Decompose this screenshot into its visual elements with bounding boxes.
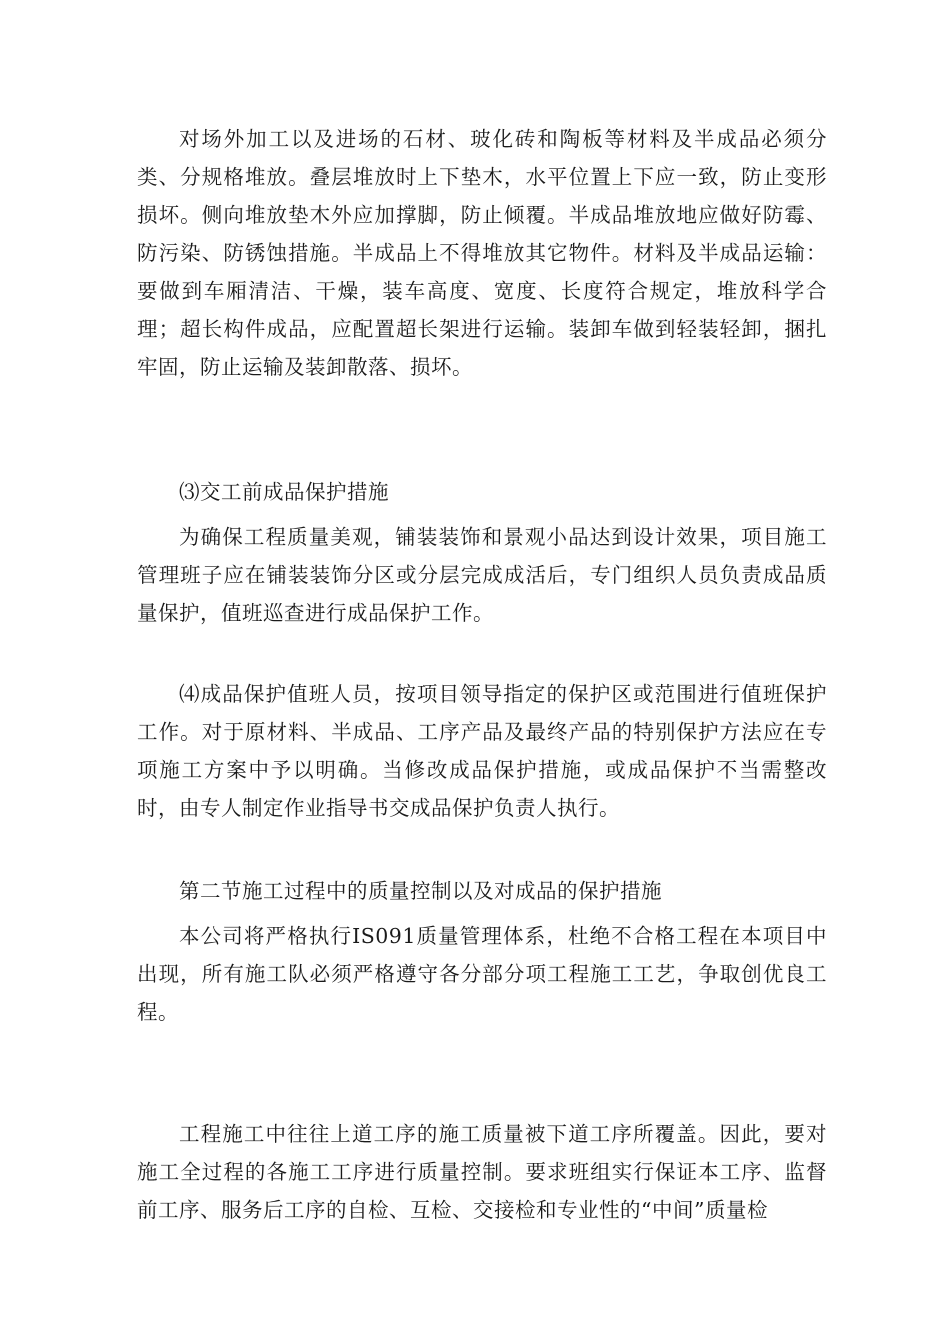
paragraph-text: 工程施工中往往上道工序的施工质量被下道工序所覆盖。因此，要对施工全过程的各施工工序进行质量控制。要求班组实行保证本工序、监督前工序、服务后工序的自检、互检、交接检和专业性的“中间”质量检 [137,1122,827,1222]
section-heading-quality-control [137,872,827,910]
paragraph-iso-system [137,917,827,1031]
paragraph-process-control [137,1115,827,1229]
paragraph-text: 本公司将严格执行IS091质量管理体系，杜绝不合格工程在本项目中出现，所有施工队必须严格遵守各分部分项工程施工工艺，争取创优良工程。 [137,924,827,1024]
paragraph-quality-assurance [137,518,827,632]
paragraph-text: ⑷成品保护值班人员，按项目领导指定的保护区或范围进行值班保护工作。对于原材料、半成品、工序产品及最终产品的特别保护方法应在专项施工方案中予以明确。当修改成品保护措施，或成品保护不当需整改时，由专人制定作业指导书交成品保护负责人执行。 [137,682,827,820]
paragraph-material-storage [137,120,827,386]
heading-text: ⑶交工前成品保护措施 [179,480,389,504]
paragraph-text: 对场外加工以及进场的石材、玻化砖和陶板等材料及半成品必须分类、分规格堆放。叠层堆放时上下垫木，水平位置上下应一致，防止变形损坏。侧向堆放垫木外应加撑脚，防止倾覆。半成品堆放地应做好防霉、防污染、防锈蚀措施。半成品上不得堆放其它物件。材料及半成品运输：要做到车厢清洁、干燥，装车高度、宽度、长度符合规定，堆放科学合理；超长构件成品，应配置超长架进行运输。装卸车做到轻装轻卸，捆扎牢固，防止运输及装卸散落、损坏。 [137,127,827,379]
heading-text: 第二节施工过程中的质量控制以及对成品的保护措施 [179,879,662,903]
paragraph-text: 为确保工程质量美观，铺装装饰和景观小品达到设计效果，项目施工管理班子应在铺装装饰分区或分层完成成活后，专门组织人员负责成品质量保护，值班巡查进行成品保护工作。 [137,525,827,625]
paragraph-duty-staff [137,675,827,827]
heading-pre-handover-protection [137,473,827,511]
